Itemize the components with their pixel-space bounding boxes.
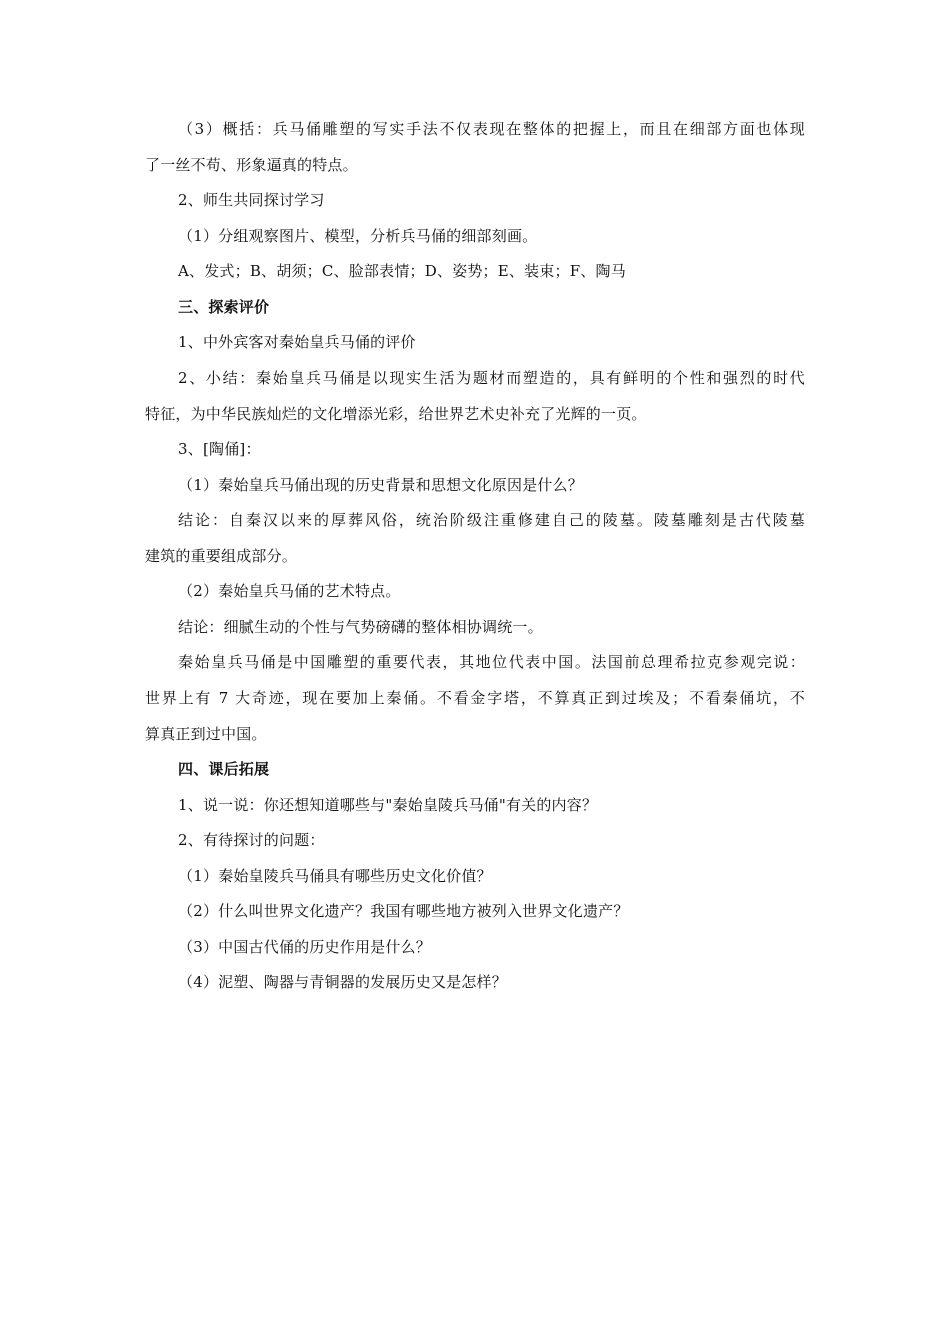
paragraph-line: A、发式；B、胡须；C、脸部表情；D、姿势；E、装束；F、陶马 (178, 262, 626, 280)
paragraph-line: 2、有待探讨的问题： (178, 831, 325, 849)
paragraph-line: 特征，为中华民族灿烂的文化增添光彩，给世界艺术史补充了光辉的一页。 (145, 405, 647, 423)
list-item: （2）什么叫世界文化遗产？我国有哪些地方被列入世界文化遗产？ (178, 902, 629, 920)
list-item: （1）秦始皇陵兵马俑具有哪些历史文化价值？ (178, 867, 492, 885)
paragraph-line: 2、师生共同探讨学习 (178, 191, 325, 209)
paragraph-line: （2）秦始皇兵马俑的艺术特点。 (178, 582, 401, 600)
paragraph-line: 算真正到过中国。 (145, 725, 267, 743)
paragraph-line: （1）秦始皇兵马俑出现的历史背景和思想文化原因是什么？ (178, 476, 583, 494)
paragraph-line: 建筑的重要组成部分。 (145, 547, 298, 565)
paragraph-line: 1、说一说：你还想知道哪些与"秦始皇陵兵马俑"有关的内容？ (178, 796, 598, 814)
paragraph-line: 世界上有 7 大奇迹，现在要加上秦俑。不看金字塔，不算真正到过埃及；不看秦俑坑，不 (145, 689, 805, 707)
section-heading: 三、探索评价 (178, 298, 270, 316)
paragraph-line: 结论：自秦汉以来的厚葬风俗，统治阶级注重修建自己的陵墓。陵墓雕刻是古代陵墓 (178, 511, 805, 529)
paragraph-line: 2、小结：秦始皇兵马俑是以现实生活为题材而塑造的，具有鲜明的个性和强烈的时代 (178, 369, 805, 387)
paragraph-line: 3、[陶俑]： (178, 440, 261, 458)
paragraph-line: 1、中外宾客对秦始皇兵马俑的评价 (178, 333, 416, 351)
list-item: （4）泥塑、陶器与青铜器的发展历史又是怎样？ (178, 973, 507, 991)
paragraph-line: 了一丝不苟、形象逼真的特点。 (145, 156, 358, 174)
paragraph-line: （1）分组观察图片、模型，分析兵马俑的细部刻画。 (178, 227, 538, 245)
paragraph-line: 秦始皇兵马俑是中国雕塑的重要代表，其地位代表中国。法国前总理希拉克参观完说： (178, 653, 805, 671)
list-item: （3）中国古代俑的历史作用是什么？ (178, 938, 431, 956)
paragraph-line: （3）概括：兵马俑雕塑的写实手法不仅表现在整体的把握上，而且在细部方面也体现 (178, 120, 805, 138)
paragraph-line: 结论：细腻生动的个性与气势磅礴的整体相协调统一。 (178, 618, 543, 636)
section-heading: 四、课后拓展 (178, 760, 270, 778)
